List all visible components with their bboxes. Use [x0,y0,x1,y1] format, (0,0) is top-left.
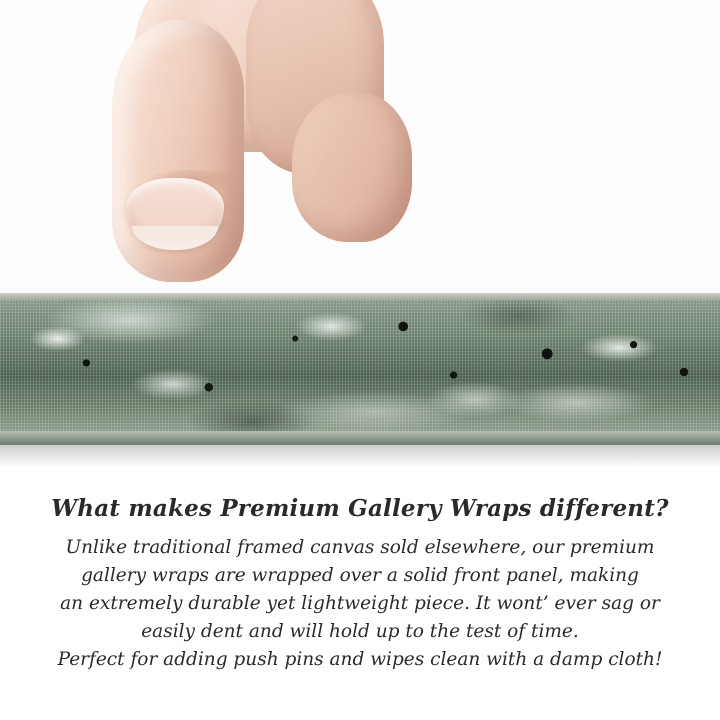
thumb [292,92,412,242]
caption-body [0,534,720,674]
canvas-bottom-edge [0,431,720,445]
caption-line: an extremely durable yet lightweight piece. It wont’ ever sag or [60,593,660,614]
caption-heading: What makes Premium Gallery Wraps different? [51,495,669,522]
canvas-wrap-edge [0,293,720,445]
hand-photo [96,0,426,300]
caption-block [0,495,720,674]
canvas-drop-shadow [0,445,720,467]
canvas-weave-texture [0,293,720,445]
caption-line: Perfect for adding push pins and wipes clean with a damp cloth! [57,649,663,670]
photo-area [0,0,720,300]
canvas-top-edge [0,293,720,300]
caption-line: gallery wraps are wrapped over a solid front panel, making [81,565,639,586]
caption-line: Unlike traditional framed canvas sold elsewhere, our premium [65,537,655,558]
caption-line: easily dent and will hold up to the test of time. [141,621,579,642]
